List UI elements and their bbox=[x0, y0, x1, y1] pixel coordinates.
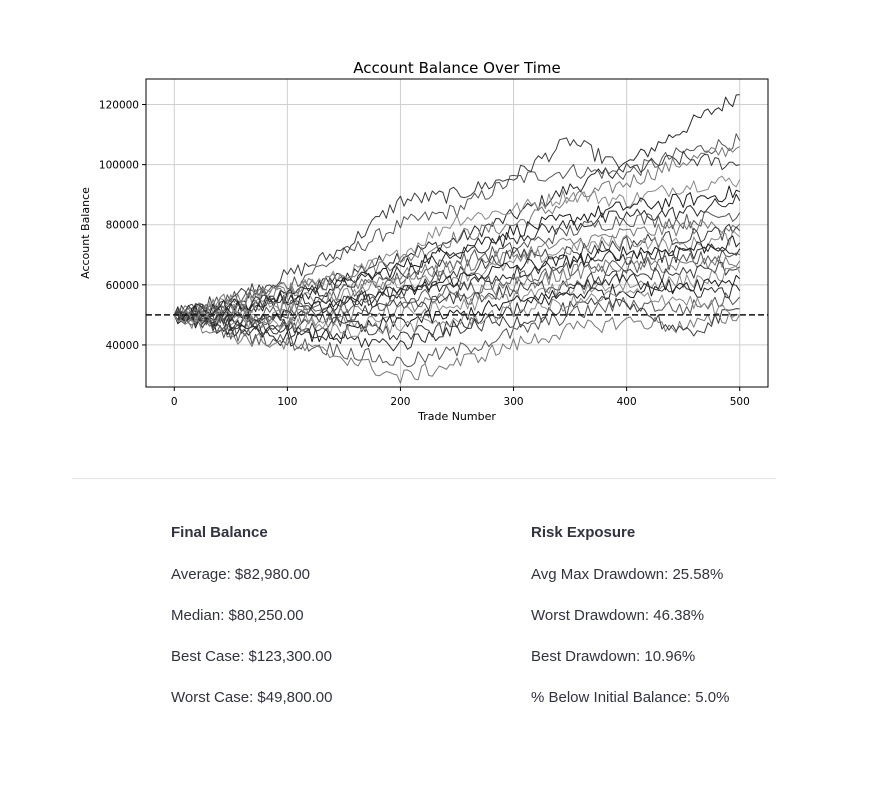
x-tick-label: 400 bbox=[616, 396, 637, 408]
median-balance: Median: $80,250.00 bbox=[171, 607, 304, 624]
average-balance: Average: $82,980.00 bbox=[171, 566, 311, 583]
y-tick-label: 40000 bbox=[105, 339, 139, 352]
best-drawdown: Best Drawdown: 10.96% bbox=[531, 648, 696, 665]
chart-title: Account Balance Over Time bbox=[353, 59, 561, 77]
x-tick-label: 100 bbox=[277, 396, 298, 408]
balance-series-line bbox=[174, 224, 739, 328]
y-axis-label: Account Balance bbox=[79, 187, 92, 279]
x-tick-label: 500 bbox=[729, 396, 750, 408]
x-tick-label: 200 bbox=[390, 396, 411, 408]
avg-max-drawdown: Avg Max Drawdown: 25.58% bbox=[531, 566, 724, 583]
below-initial-balance: % Below Initial Balance: 5.0% bbox=[531, 689, 730, 706]
risk-exposure-heading: Risk Exposure bbox=[531, 524, 636, 541]
y-tick-label: 60000 bbox=[105, 279, 139, 292]
y-tick-label: 100000 bbox=[98, 159, 139, 172]
best-case-balance: Best Case: $123,300.00 bbox=[171, 648, 332, 665]
final-balance-heading: Final Balance bbox=[171, 524, 268, 541]
worst-case-balance: Worst Case: $49,800.00 bbox=[171, 689, 333, 706]
section-divider bbox=[72, 478, 776, 479]
x-tick-label: 0 bbox=[170, 396, 178, 408]
y-tick-label: 80000 bbox=[105, 219, 139, 232]
series-lines bbox=[174, 95, 739, 384]
worst-drawdown: Worst Drawdown: 46.38% bbox=[531, 607, 705, 624]
final-balance-panel bbox=[171, 521, 491, 727]
risk-exposure-panel bbox=[531, 521, 851, 727]
x-tick-label: 300 bbox=[503, 396, 524, 408]
y-tick-label: 120000 bbox=[98, 99, 139, 112]
x-axis-label: Trade Number bbox=[418, 410, 496, 423]
